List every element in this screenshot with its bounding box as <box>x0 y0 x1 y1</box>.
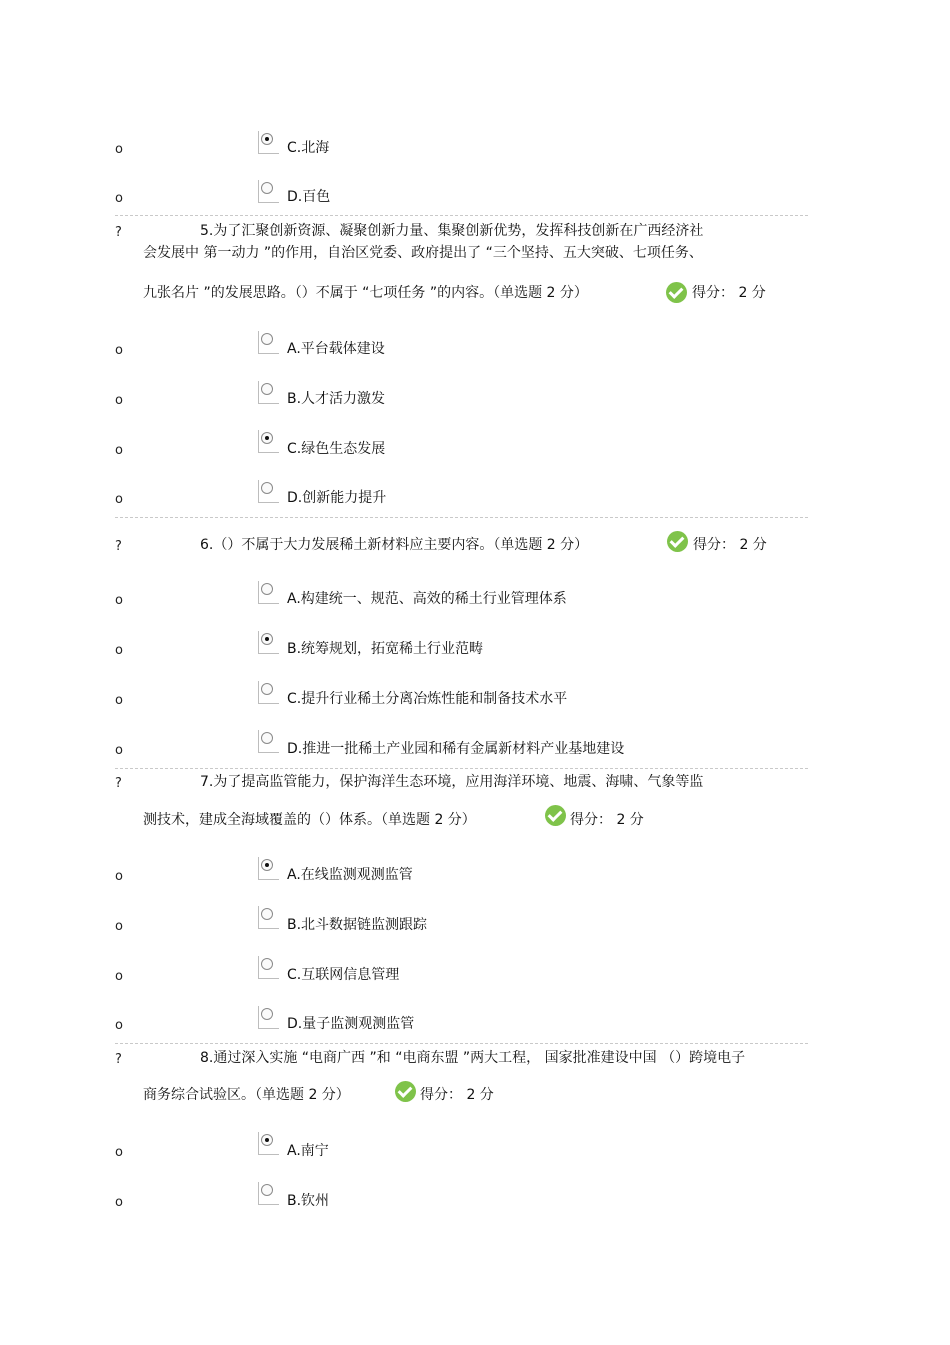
radio-box <box>258 430 279 453</box>
option-label: C.北海 <box>287 140 330 156</box>
option-label: D.推进一批稀土产业园和稀有金属新材料产业基地建设 <box>287 741 625 757</box>
option-bullet: o <box>115 142 123 157</box>
radio-box <box>258 581 279 604</box>
option-label: A.平台载体建设 <box>287 341 385 357</box>
score-text: 得分： 2 分 <box>693 537 767 553</box>
radio-unchecked[interactable] <box>261 683 273 695</box>
radio-unchecked[interactable] <box>261 182 273 194</box>
score-text: 得分： 2 分 <box>692 285 766 301</box>
question-text-line1: 6.（）不属于大力发展稀土新材料应主要内容。（单选题 2 分） <box>200 537 589 553</box>
radio-unchecked[interactable] <box>261 732 273 744</box>
radio-box <box>258 730 279 753</box>
radio-box <box>258 1006 279 1029</box>
score-text: 得分： 2 分 <box>570 812 644 828</box>
option-bullet: o <box>115 1145 123 1160</box>
radio-box <box>258 956 279 979</box>
option-bullet: o <box>115 393 123 408</box>
question-marker: ? <box>115 1052 122 1067</box>
radio-unchecked[interactable] <box>261 583 273 595</box>
question-text-line2: 测技术，建成全海域覆盖的（）体系。（单选题 2 分） <box>143 812 476 828</box>
radio-unchecked[interactable] <box>261 958 273 970</box>
option-bullet: o <box>115 1018 123 1033</box>
radio-box <box>258 480 279 503</box>
correct-check-icon <box>395 1081 416 1102</box>
option-label: C.互联网信息管理 <box>287 967 400 983</box>
radio-unchecked[interactable] <box>261 1184 273 1196</box>
option-bullet: o <box>115 1195 123 1210</box>
option-bullet: o <box>115 191 123 206</box>
radio-box <box>258 131 279 154</box>
question-text-line1: 7.为了提高监管能力，保护海洋生态环境，应用海洋环境、地震、海啸、气象等监 <box>200 774 704 790</box>
radio-box <box>258 1132 279 1155</box>
radio-box <box>258 631 279 654</box>
option-bullet: o <box>115 743 123 758</box>
option-bullet: o <box>115 643 123 658</box>
question-separator <box>115 768 808 769</box>
option-bullet: o <box>115 443 123 458</box>
radio-checked[interactable] <box>261 633 273 645</box>
option-bullet: o <box>115 492 123 507</box>
option-label: C.提升行业稀土分离冶炼性能和制备技术水平 <box>287 691 568 707</box>
question-separator <box>115 215 808 216</box>
radio-checked[interactable] <box>261 859 273 871</box>
option-label: B.北斗数据链监测跟踪 <box>287 917 428 933</box>
option-bullet: o <box>115 869 123 884</box>
option-bullet: o <box>115 593 123 608</box>
radio-box <box>258 331 279 354</box>
question-marker: ? <box>115 776 122 791</box>
correct-check-icon <box>666 282 687 303</box>
option-label: B.人才活力激发 <box>287 391 386 407</box>
question-text-line2: 会发展中 第一动力 ”的作用，自治区党委、政府提出了 “三个坚持、五大突破、七项任务、 <box>143 245 703 261</box>
question-text-line3: 九张名片 ”的发展思路。（）不属于 “七项任务 ”的内容。（单选题 2 分） <box>143 285 588 301</box>
option-label: D.创新能力提升 <box>287 490 387 506</box>
radio-checked[interactable] <box>261 133 273 145</box>
correct-check-icon <box>667 531 688 552</box>
option-label: B.钦州 <box>287 1193 330 1209</box>
option-label: B.统筹规划，拓宽稀土行业范畴 <box>287 641 484 657</box>
question-marker: ? <box>115 539 122 554</box>
option-label: A.在线监测观测监管 <box>287 867 413 883</box>
radio-unchecked[interactable] <box>261 1008 273 1020</box>
option-label: D.百色 <box>287 189 331 205</box>
question-text-line2: 商务综合试验区。（单选题 2 分） <box>143 1087 350 1103</box>
radio-checked[interactable] <box>261 432 273 444</box>
correct-check-icon <box>545 805 566 826</box>
score-text: 得分： 2 分 <box>420 1087 494 1103</box>
option-bullet: o <box>115 693 123 708</box>
option-label: D.量子监测观测监管 <box>287 1016 415 1032</box>
radio-box <box>258 1182 279 1205</box>
radio-checked[interactable] <box>261 1134 273 1146</box>
question-marker: ? <box>115 225 122 240</box>
radio-unchecked[interactable] <box>261 383 273 395</box>
question-separator <box>115 517 808 518</box>
question-text-line1: 5.为了汇聚创新资源、凝聚创新力量、集聚创新优势，发挥科技创新在广西经济社 <box>200 223 704 239</box>
radio-box <box>258 681 279 704</box>
radio-unchecked[interactable] <box>261 908 273 920</box>
radio-unchecked[interactable] <box>261 333 273 345</box>
radio-box <box>258 381 279 404</box>
question-separator <box>115 1043 808 1044</box>
option-label: A.构建统一、规范、高效的稀土行业管理体系 <box>287 591 567 607</box>
question-text-line1: 8.通过深入实施 “电商广西 ”和 “电商东盟 ”两大工程， 国家批准建设中国 （）跨境电子 <box>200 1050 746 1066</box>
option-label: A.南宁 <box>287 1143 329 1159</box>
option-bullet: o <box>115 919 123 934</box>
radio-unchecked[interactable] <box>261 482 273 494</box>
option-bullet: o <box>115 969 123 984</box>
option-bullet: o <box>115 343 123 358</box>
radio-box <box>258 857 279 880</box>
radio-box <box>258 906 279 929</box>
option-label: C.绿色生态发展 <box>287 441 386 457</box>
radio-box <box>258 180 279 203</box>
